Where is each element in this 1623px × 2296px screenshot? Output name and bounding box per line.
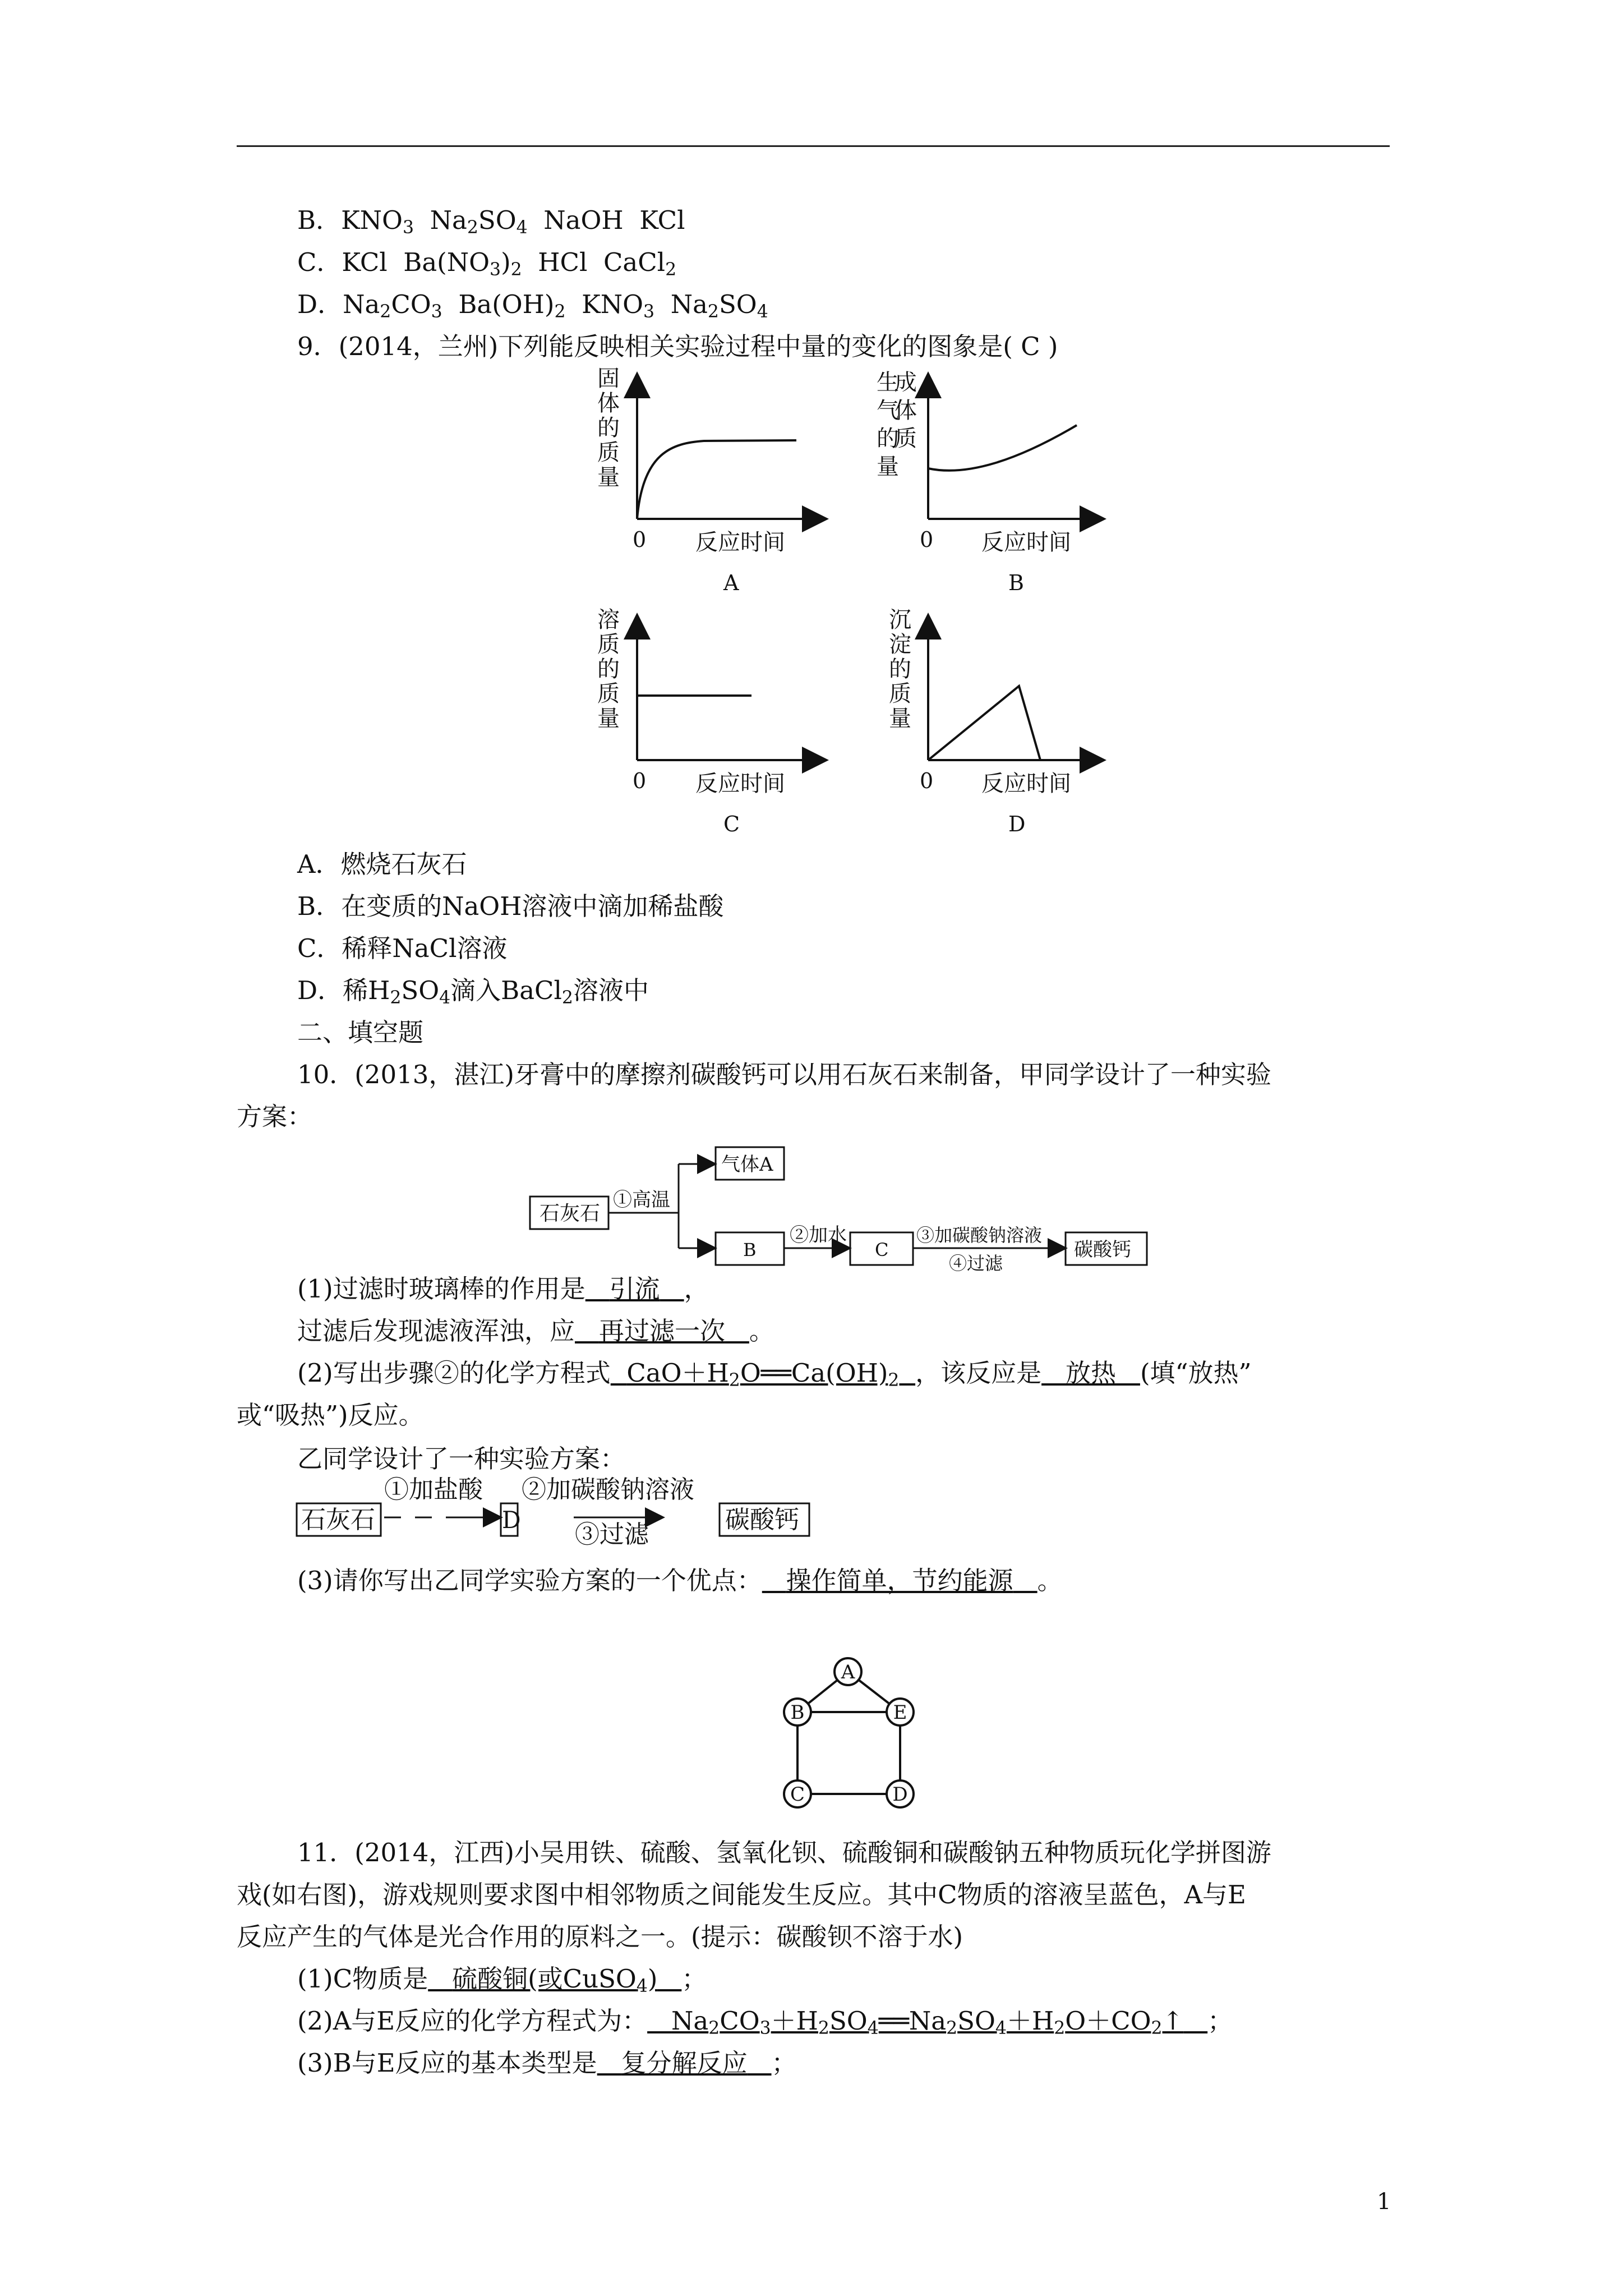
flowchart-jia — [527, 1142, 1166, 1274]
q10-yi-intro: 乙同学设计了一种实验方案： — [297, 1444, 626, 1474]
q11-answer-1: 硫酸铜(或CuSO$_4$) — [452, 1964, 658, 1996]
graph-c-ylabel-1: 溶 — [597, 607, 620, 633]
graph-c-xlabel: 反应时间 — [695, 771, 785, 797]
flow1-end: 碳酸钙 — [1074, 1239, 1131, 1261]
graph-a-ylabel-2: 体 — [597, 390, 620, 416]
flow2-end: 碳酸钙 — [725, 1506, 799, 1534]
q10-part1: (1)过滤时玻璃棒的作用是 引流 ， — [297, 1274, 709, 1304]
graph-d-ylabel-3: 的 — [889, 656, 911, 682]
flow1-step1: ①高温 — [613, 1189, 670, 1211]
graph-b-ylabel-2: 成 — [895, 370, 917, 395]
puzzle-diagram — [763, 1644, 942, 1823]
graph-b-xlabel: 反应时间 — [981, 530, 1071, 555]
q8-option-b: B．$KNO_3$ $Na_2SO_4$ NaOH KCl — [297, 205, 685, 238]
graph-d-ylabel-1: 沉 — [889, 607, 911, 633]
puzzle-label-c: C — [790, 1783, 805, 1806]
page-number: 1 — [1377, 2189, 1391, 2215]
graph-d-ylabel-2: 淀 — [889, 632, 911, 657]
graph-a-ylabel-5: 量 — [597, 464, 620, 490]
q11-answer-3: 复分解反应 — [621, 2048, 748, 2078]
graph-d-label: D — [1008, 812, 1026, 836]
flow2-start: 石灰石 — [301, 1506, 375, 1534]
q10-answer-3: 操作简单，节约能源 — [786, 1566, 1013, 1595]
q11-line3: 反应产生的气体是光合作用的原料之一。(提示：碳酸钡不溶于水) — [237, 1922, 963, 1952]
q10-stem-line1: 10．(2013，湛江)牙膏中的摩擦剂碳酸钙可以用石灰石来制备，甲同学设计了一种实验 — [297, 1060, 1271, 1089]
graph-b-label: B — [1008, 570, 1024, 595]
graph-a-xlabel: 反应时间 — [695, 530, 785, 555]
graph-b-ylabel-3: 气 — [877, 398, 899, 424]
q9-option-c: C．稀释NaCl溶液 — [297, 933, 508, 963]
flow1-b: B — [743, 1239, 757, 1260]
flow2-step1: ①加盐酸 — [384, 1475, 483, 1504]
flow2-step2: ②加碳酸钠溶液 — [522, 1475, 694, 1504]
flowchart-yi — [294, 1475, 816, 1548]
graph-d-ylabel-5: 量 — [889, 706, 911, 731]
q11-part1: (1)C物质是 硫酸铜(或CuSO$_4$) ； — [297, 1964, 707, 1996]
q10-part2-line2: 或“吸热”)反应。 — [237, 1400, 424, 1430]
q9-option-b: B．在变质的NaOH溶液中滴加稀盐酸 — [297, 891, 724, 921]
q10-answer-2-heat: 放热 — [1066, 1358, 1117, 1388]
q10-answer-1: 引流 — [609, 1274, 660, 1304]
flow1-step2: ②加水 — [790, 1224, 847, 1246]
q11-line1: 11．(2014，江西)小吴用铁、硫酸、氢氧化钡、硫酸铜和碳酸钠五种物质玩化学拼图游 — [297, 1838, 1271, 1867]
graph-d — [861, 606, 1113, 836]
graph-a-origin: 0 — [633, 527, 647, 552]
q10-part2: (2)写出步骤②的化学方程式 $CaO+H_2O══Ca(OH)_2$ ，该反应是 放热 (填“放热” — [297, 1358, 1252, 1391]
q10-part3: (3)请你写出乙同学实验方案的一个优点： 操作简单，节约能源 。 — [297, 1566, 1063, 1595]
flow2-d: D — [502, 1506, 521, 1534]
flow1-step3: ③加碳酸钠溶液 — [916, 1225, 1043, 1246]
graph-a-ylabel-1: 固 — [597, 366, 620, 392]
q9-stem: 9．(2014，兰州)下列能反映相关实验过程中量的变化的图象是( C ) — [297, 332, 1058, 361]
flow1-start: 石灰石 — [540, 1202, 601, 1225]
graph-c-ylabel-2: 质 — [597, 632, 620, 657]
graph-b-ylabel-5: 的 — [877, 426, 899, 452]
q11-part3: (3)B与E反应的基本类型是 复分解反应 ； — [297, 2048, 797, 2078]
graph-b-origin: 0 — [920, 527, 934, 552]
q9-option-a: A．燃烧石灰石 — [297, 849, 467, 879]
q11-line2: 戏(如右图)，游戏规则要求图中相邻物质之间能发生反应。其中C物质的溶液呈蓝色，A与E — [237, 1880, 1246, 1910]
q9-option-d: D．稀$H_2SO_4$滴入BaCl$_2$溶液中 — [297, 976, 649, 1008]
graph-a — [589, 365, 836, 595]
graph-b-ylabel-4: 体 — [895, 398, 917, 424]
flow1-c: C — [875, 1239, 889, 1260]
q8-option-d: D．$Na_2CO_3$ $Ba(OH)_2$ $KNO_3$ $Na_2SO_4$ — [297, 289, 768, 322]
flow2-step3: ③过滤 — [575, 1520, 649, 1549]
graph-b-ylabel-7: 量 — [877, 454, 899, 480]
flow1-step4: ④过滤 — [949, 1253, 1003, 1274]
graph-d-ylabel-4: 质 — [889, 681, 911, 707]
graph-b-ylabel-1: 生 — [877, 370, 899, 395]
puzzle-label-e: E — [893, 1701, 907, 1724]
puzzle-label-b: B — [790, 1701, 805, 1724]
q8-option-c: C．KCl $Ba(NO_3)_2$ HCl CaCl$_2$ — [297, 247, 677, 280]
graph-a-ylabel-4: 质 — [597, 440, 620, 466]
puzzle-label-d: D — [892, 1783, 908, 1806]
graph-c-ylabel-4: 质 — [597, 681, 620, 707]
q10-answer-1b: 再过滤一次 — [598, 1316, 725, 1346]
q10-stem-line2: 方案： — [237, 1102, 313, 1131]
graph-c-ylabel-5: 量 — [597, 706, 620, 731]
graph-a-label: A — [723, 570, 739, 595]
q10-part1b: 过滤后发现滤液浑浊，应 再过滤一次 。 — [297, 1316, 774, 1346]
graph-c-origin: 0 — [633, 769, 647, 793]
graph-b — [861, 365, 1113, 595]
flow1-gas: 气体A — [721, 1153, 773, 1176]
graph-a-ylabel-3: 的 — [597, 415, 620, 441]
q10-answer-2-equation: $CaO+H_2O══Ca(OH)_2$ — [626, 1358, 900, 1391]
header-rule — [237, 145, 1390, 147]
graph-c-label: C — [723, 812, 740, 836]
q11-part2: (2)A与E反应的化学方程式为： $Na_2CO_3+H_2SO_4══Na_2SO_4+H_2O+CO_2↑$ ； — [297, 2006, 1233, 2039]
graph-d-xlabel: 反应时间 — [981, 771, 1071, 797]
q11-answer-2: $Na_2CO_3+H_2SO_4══Na_2SO_4+H_2O+CO_2↑$ — [671, 2006, 1184, 2039]
section-heading: 二、填空题 — [297, 1018, 424, 1047]
puzzle-label-a: A — [841, 1661, 855, 1683]
graph-b-ylabel-6: 质 — [895, 426, 917, 452]
graph-c — [589, 606, 836, 836]
graph-c-ylabel-3: 的 — [597, 656, 620, 682]
graph-d-origin: 0 — [920, 769, 934, 793]
